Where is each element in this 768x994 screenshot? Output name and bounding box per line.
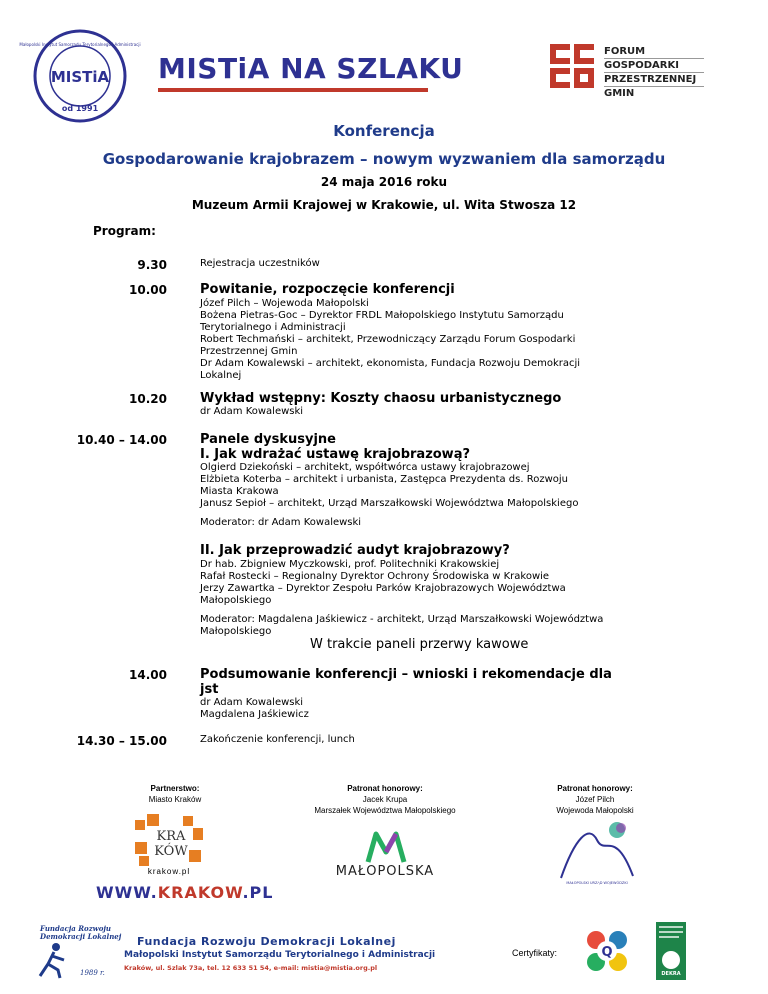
krakow-logo [133,812,205,872]
title-e5 [200,667,630,697]
urzad-small: MAŁOPOLSKI URZĄD WOJEWÓDZKI [566,881,628,885]
patron1-block [300,783,470,816]
line: dr Adam Kowalewski [200,697,304,708]
malopolska-text: MAŁOPOLSKA [335,864,435,879]
patron2-role: Wojewoda Małopolski [556,806,634,815]
forum-gospodarki-text [604,46,704,101]
frdl-institute: Małopolski Instytut Samorządu Terytorialnego i Administracji [124,950,436,960]
line: Bożena Pietras-Goc – Dyrektor FRDL Małopolskiego Instytutu Samorządu [200,310,564,321]
line: Lokalnej [200,370,242,381]
forum-gospodarki-logo [548,42,596,90]
conference-label: Konferencja [333,122,435,140]
line: Miasta Krakowa [200,486,279,497]
title-e2: Powitanie, rozpoczęcie konferencji [200,282,455,297]
line: Jerzy Zawartka – Dyrektor Zespołu Parków Krajobrazowych Województwa [200,583,566,594]
patron1-label: Patronat honorowy: [347,784,423,793]
lines-e4b [200,559,620,607]
mistia-underline [158,88,428,92]
time-e6: 14.30 – 15.00 [76,734,167,748]
patron1-role: Marszałek Województwa Małopolskiego [314,806,456,815]
quality-cert-icon [584,928,630,974]
fgp-line-3: PRZESTRZENNEJ [604,74,704,87]
urzad-wojewodzki-logo [555,818,639,882]
line: Przestrzennej Gmin [200,346,298,357]
line: Dr Adam Kowalewski – architekt, ekonomista, Fundacja Rozwoju Demokracji [200,358,581,369]
time-e3: 10.20 [129,392,167,406]
frdl-small-1: Fundacja Rozwoju [40,924,112,933]
time-e2: 10.00 [129,283,167,297]
fgp-line-2: GOSPODARKI [604,60,704,73]
fgp-line-4: GMIN [604,88,635,99]
mistia-title: MISTiA NA SZLAKU [158,52,464,85]
mistia-seal-year: od 1991 [61,104,99,113]
line: Janusz Sepioł – architekt, Urząd Marszałkowski Województwa Małopolskiego [200,498,579,509]
partner-label: Partnerstwo: [150,784,200,793]
moderator-1: Moderator: dr Adam Kowalewski [200,517,362,528]
krakow-logo-line-2: KÓW [154,844,188,859]
patron2-block [545,783,645,816]
title-e4 [200,432,630,462]
line: Magdalena Jaśkiewicz [200,709,309,720]
conference-venue: Muzeum Armii Krajowej w Krakowie, ul. Wita Stwosza 12 [191,198,577,212]
line: Olgierd Dziekoński – architekt, współtwórca ustawy krajobrazowej [200,462,530,473]
text-e6: Zakończenie konferencji, lunch [200,734,355,745]
partner-block [120,783,230,805]
patron1-name: Jacek Krupa [362,795,408,804]
line: Józef Pilch – Wojewoda Małopolski [200,298,369,309]
summary-title-2: jst [200,682,219,697]
panels-title: Panele dyskusyjne [200,432,336,447]
moderator-2 [200,614,620,638]
time-e1: 9.30 [137,258,167,272]
time-e4: 10.40 – 14.00 [76,433,167,447]
cert-q-letter: Q [601,945,613,960]
frdl-address: Kraków, ul. Szlak 73a, tel. 12 633 51 54, e-mail: mistia@mistia.org.pl [124,964,378,972]
frdl-small-block [40,925,121,941]
dekra-cert-icon [656,922,686,980]
frdl-runner-icon [34,942,74,978]
krakow-url-prefix: WWW. [96,883,158,902]
conference-title: Gospodarowanie krajobrazem – nowym wyzwaniem dla samorządu [102,150,666,168]
krakow-url[interactable] [96,883,273,902]
krakow-url-suffix: .PL [242,883,274,902]
partner-name: Miasto Kraków [148,795,202,804]
line: Robert Techmański – architekt, Przewodniczący Zarządu Forum Gospodarki [200,334,576,345]
panel-1-title: I. Jak wdrażać ustawę krajobrazową? [200,447,471,462]
mistia-seal-ring-text: Małopolski Instytut Samorządu Terytorialnego i Administracji [19,42,141,47]
lines-e4 [200,462,620,510]
mistia-seal-logo [19,28,141,124]
patron2-label: Patronat honorowy: [557,784,633,793]
title-e3: Wykład wstępny: Koszty chaosu urbanistycznego [200,391,562,406]
line: Elżbieta Koterba – architekt i urbanista, Zastępca Prezydenta ds. Rozwoju [200,474,568,485]
line: Moderator: Magdalena Jaśkiewicz - architekt, Urząd Marszałkowski Województwa [200,614,604,625]
lines-e5 [200,697,620,721]
krakow-url-main: KRAKOW [157,883,243,902]
krakow-small: krakow.pl [147,867,191,876]
frdl-small-2: Demokracji Lokalnej [40,932,122,941]
line: dr Adam Kowalewski [200,406,304,417]
line: Dr hab. Zbigniew Myczkowski, prof. Politechniki Krakowskiej [200,559,500,570]
certs-label: Certyfikaty: [512,948,558,958]
dekra-text: DEKRA [661,971,681,977]
mistia-seal-center: MISTiA [50,68,110,86]
line: Rafał Rostecki – Regionalny Dyrektor Ochrony Środowiska w Krakowie [200,571,550,582]
lines-e2 [200,298,620,382]
frdl-year: 1989 r. [80,969,105,977]
patron2-name: Józef Pilch [575,795,615,804]
text-e1: Rejestracja uczestników [200,258,320,269]
line: Małopolskiego [200,626,272,637]
fgp-line-1: FORUM [604,46,704,59]
krakow-logo-line-1: KRA [156,829,186,844]
panel-2-title: II. Jak przeprowadzić audyt krajobrazowy? [200,543,510,558]
conference-date: 24 maja 2016 roku [320,175,448,189]
time-e5: 14.00 [129,668,167,682]
coffee-break: W trakcie paneli przerwy kawowe [310,637,529,652]
program-heading: Program: [93,224,156,238]
line: Terytorialnego i Administracji [200,322,346,333]
frdl-name: Fundacja Rozwoju Demokracji Lokalnej [137,935,396,948]
line: Małopolskiego [200,595,272,606]
malopolska-m-icon [364,830,408,864]
summary-title: Podsumowanie konferencji – wnioski i rekomendacje dla [200,667,612,682]
